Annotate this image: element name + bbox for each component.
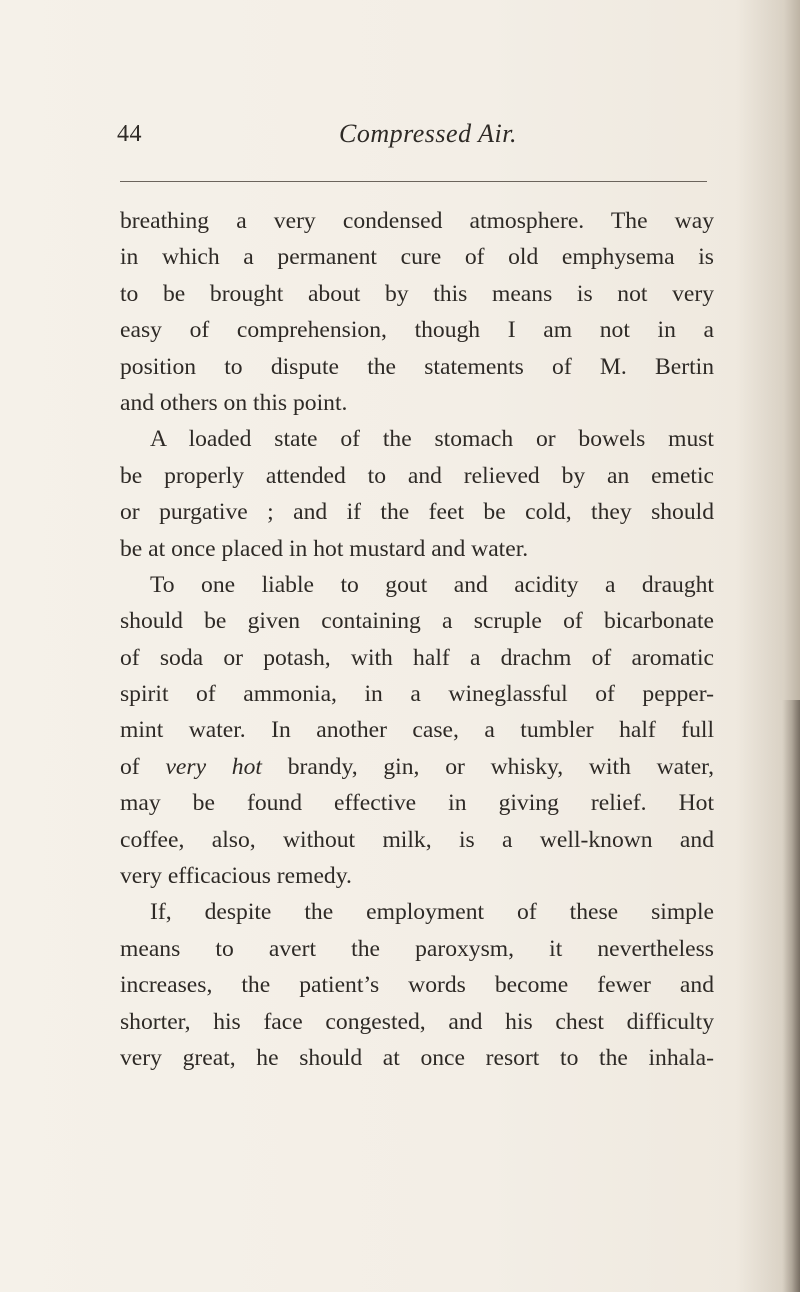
text-line: of soda or potash, with half a drachm of aromatic [120,644,714,671]
italic-emphasis: very hot [165,753,262,780]
text-line: should be given containing a scruple of bicarbonate [120,608,714,635]
page-number: 44 [117,121,142,147]
text-line: in which a permanent cure of old emphysema is [120,244,714,271]
text-line: mint water. In another case, a tumbler half full [120,717,714,744]
text-line: To one liable to gout and acidity a draught [150,571,714,598]
text-line: easy of comprehension, though I am not in a [120,317,714,344]
text-fragment: of [120,753,166,780]
text-line: and others on this point. [120,389,348,416]
text-line: position to dispute the statements of M. Bertin [120,353,714,380]
page-edge-shadow [782,700,800,1292]
text-fragment: brandy, gin, or whisky, with water, [261,753,714,780]
text-line: to be brought about by this means is not very [120,280,714,307]
text-line: be properly attended to and relieved by an emetic [120,462,714,489]
text-line: or purgative ; and if the feet be cold, they should [120,499,714,526]
text-line-with-italic [120,749,714,785]
header-rule [120,181,707,182]
body-text [120,203,714,1076]
text-line: very efficacious remedy. [120,863,352,890]
text-line: coffee, also, without milk, is a well-known and [120,826,714,853]
text-line: be at once placed in hot mustard and water. [120,535,529,562]
running-title: Compressed Air. [339,119,517,148]
text-line: increases, the patient’s words become fewer and [120,972,714,999]
text-line: means to avert the paroxysm, it nevertheless [120,935,714,962]
text-line: may be found effective in giving relief. Hot [120,790,714,817]
text-line: If, despite the employment of these simple [150,899,714,926]
text-line: breathing a very condensed atmosphere. The way [120,208,714,234]
page-header [117,116,707,152]
text-line: shorter, his face congested, and his chest difficulty [120,1008,714,1035]
text-line: A loaded state of the stomach or bowels must [150,426,714,453]
text-line: spirit of ammonia, in a wineglassful of pepper- [120,681,714,708]
text-line: very great, he should at once resort to the inhala- [120,1044,714,1071]
